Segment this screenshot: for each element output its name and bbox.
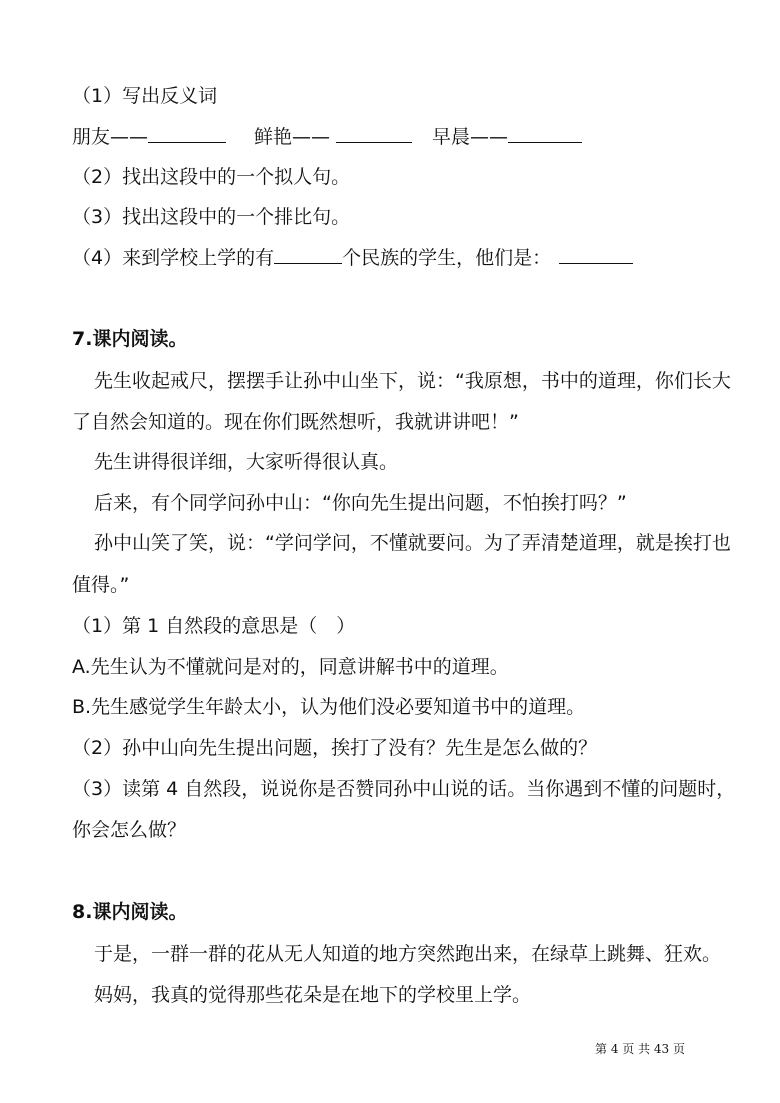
antonym-dash-3: —— [470, 126, 509, 148]
page-number-footer: 第 4 页 共 43 页 [595, 1042, 685, 1056]
antonym-word-3: 早晨 [432, 126, 471, 148]
q7-option-a: A.先生认为不懂就问是对的，同意讲解书中的道理。 [72, 656, 509, 678]
antonym-blank-1[interactable] [148, 124, 226, 143]
q7-title: 7.课内阅读。 [72, 328, 188, 350]
q6-sub1: （1）写出反义词 [72, 85, 218, 107]
q7-sub3-line-2: 你会怎么做？ [72, 819, 187, 841]
antonym-word-1: 朋友 [72, 126, 111, 148]
q6-sub4 [72, 245, 633, 271]
antonym-word-2: 鲜艳 [254, 126, 293, 148]
q7-sub1: （1）第 1 自然段的意思是（ ） [72, 615, 356, 637]
q6-sub4-part-b: 个民族的学生，他们是： [342, 247, 552, 269]
q7-paragraph-1-line-1: 先生收起戒尺，摆摆手让孙中山坐下，说：“我原想，书中的道理，你们长大 [94, 370, 731, 392]
antonym-blank-3[interactable] [508, 124, 582, 143]
q7-paragraph-4-line-1: 孙中山笑了笑，说：“学问学问，不懂就要问。为了弄清楚道理，就是挨打也 [94, 532, 731, 554]
q7-sub3-line-1: （3）读第 4 自然段，说说你是否赞同孙中山说的话。当你遇到不懂的问题时， [72, 778, 736, 800]
q6-sub4-part-a: （4）来到学校上学的有 [72, 247, 275, 269]
antonym-blank-2[interactable] [336, 124, 412, 143]
q6-sub2: （2）找出这段中的一个拟人句。 [72, 166, 351, 188]
q8-title: 8.课内阅读。 [72, 901, 188, 923]
q7-paragraph-2: 先生讲得很详细，大家听得很认真。 [94, 451, 399, 473]
q6-sub3: （3）找出这段中的一个排比句。 [72, 206, 351, 228]
q7-paragraph-1-line-2: 了自然会知道的。现在你们既然想听，我就讲讲吧！” [72, 411, 519, 433]
q7-option-b: B.先生感觉学生年龄太小，认为他们没必要知道书中的道理。 [72, 696, 586, 718]
antonym-dash-1: —— [110, 126, 149, 148]
q8-paragraph-1: 于是，一群一群的花从无人知道的地方突然跑出来，在绿草上跳舞、狂欢。 [94, 943, 722, 965]
q8-paragraph-2: 妈妈，我真的觉得那些花朵是在地下的学校里上学。 [94, 984, 532, 1006]
q7-paragraph-3: 后来，有个同学问孙中山：“你向先生提出问题，不怕挨打吗？” [94, 492, 627, 514]
q7-paragraph-4-line-2: 值得。” [72, 574, 130, 596]
q7-sub2: （2）孙中山向先生提出问题，挨打了没有？先生是怎么做的？ [72, 737, 598, 759]
q6-sub4-blank-count[interactable] [274, 245, 342, 264]
q6-antonym-row [72, 124, 582, 150]
antonym-dash-2: —— [292, 126, 331, 148]
q6-sub4-blank-names[interactable] [559, 245, 633, 264]
